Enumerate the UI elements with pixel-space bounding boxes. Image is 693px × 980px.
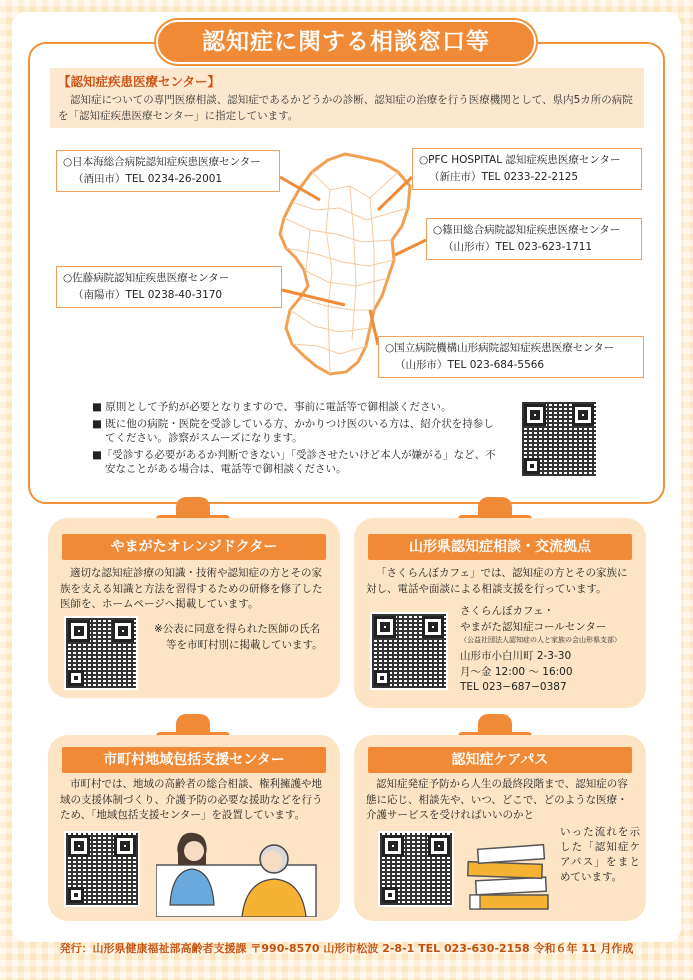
card-note: ※公表に同意を得られた医師の氏名等を市町村別に掲載しています。 — [154, 623, 323, 651]
footer-publisher: 発行：山形県健康福祉部高齢者支援課 〒990-8570 山形市松波 2-8-1 TEL 023-630-2158 令和６年 11 月作成 — [59, 942, 634, 955]
hospital-name: ○佐藤病院認知症疾患医療センター — [63, 272, 230, 284]
card-text: 適切な認知症診療の知識・技術や認知症の方とその家族を支える知識と方法を習得するための研修を修了した医師を、ホームページへ掲載しています。 — [60, 567, 323, 610]
card-text: 認知症発症予防から人生の最終段階まで、認知症の容態に応じ、相談先や、いつ、どこで、どのような医療・介護サービスを受ければいいのかと — [366, 778, 628, 821]
hospital-name: ○篠田総合病院認知症疾患医療センター — [433, 224, 621, 236]
qr-code-icon[interactable] — [64, 831, 140, 907]
hospital-name: ○国立病院機構山形病院認知症疾患医療センター — [385, 342, 615, 354]
hospital-card-sakata — [56, 150, 280, 192]
address: 山形市小白川町 2-3-30 — [460, 650, 572, 662]
note-item: ■ 原則として予約が必要となりますので、事前に電話等で御相談ください。 — [92, 401, 452, 413]
qr-code-icon[interactable] — [520, 400, 598, 478]
card-title: 市町村地域包括支援センター — [62, 747, 326, 773]
hospital-name: ○PFC HOSPITAL 認知症疾患医療センター — [419, 154, 621, 166]
qr-code-icon[interactable] — [378, 831, 454, 907]
center-heading: 【認知症疾患医療センター】 — [58, 74, 221, 89]
phone: TEL 023−687−0387 — [460, 681, 567, 693]
card-text: 市町村では、地域の高齢者の総合相談、権利擁護や地域の支援体制づくり、介護予防の必要な援助などを行うため、「地域包括支援センター」を設置しています。 — [60, 778, 323, 821]
note-item: ■ 既に他の病院・医院を受診している方、かかりつけ医のいる方は、紹介状を持参してください。診察がスムーズになります。 — [92, 417, 494, 444]
center-text: 認知症についての専門医療相談、認知症であるかどうかの診断、認知症の治療を行う医療機関として、県内5カ所の病院を「認知症疾患医療センター」に指定しています。 — [58, 94, 633, 122]
hospital-tel: （南陽市）TEL 0238-40-3170 — [73, 289, 223, 301]
org-name-2: やまがた認知症コールセンター — [460, 620, 607, 633]
card-consult-base — [354, 518, 646, 708]
org-sub: （公益社団法人認知症の人と家族の会山形県支部） — [460, 636, 621, 644]
card-title: やまがたオレンジドクター — [62, 534, 326, 560]
hospital-tel: （山形市）TEL 023-623-1711 — [443, 241, 593, 253]
card-title: 認知症ケアパス — [368, 747, 632, 773]
notes-list — [92, 400, 502, 479]
hospital-tel: （山形市）TEL 023-684-5566 — [395, 359, 545, 371]
hospital-name: ○日本海総合病院認知症疾患医療センター — [63, 156, 261, 168]
books-icon — [464, 839, 554, 915]
org-name-1: さくらんぼカフェ・ — [460, 605, 554, 617]
cafe-info — [460, 604, 644, 696]
qr-code-icon[interactable] — [64, 616, 138, 690]
card-care-path — [354, 735, 646, 921]
qr-code-icon[interactable] — [370, 612, 448, 690]
card-text: 「さくらんぼカフェ」では、認知症の方とその家族に対し、電話や面談による相談支援を行っています。 — [366, 567, 628, 595]
hospital-tel: （酒田市）TEL 0234-26-2001 — [73, 173, 223, 185]
hospital-tel: （新庄市）TEL 0233-22-2125 — [429, 171, 579, 183]
note-item: ■「受診する必要があるか判断できない」「受診させたいけど本人が嫌がる」など、不安なことがある場合は、電話等で御相談ください。 — [92, 448, 496, 475]
consultation-illustration-icon — [156, 825, 326, 917]
hours: 月～金 12:00 ～ 16:00 — [460, 665, 573, 678]
hospital-card-shinoda — [426, 218, 642, 260]
card-text-2: いった流れを示した「認知症ケアパス」をまとめています。 — [560, 826, 640, 883]
card-support-center — [48, 735, 340, 921]
hospital-card-nanyo — [56, 266, 282, 308]
page-title: 認知症に関する相談窓口等 — [156, 20, 536, 64]
hospital-card-yamagata — [378, 336, 644, 378]
card-title: 山形県認知症相談・交流拠点 — [368, 534, 632, 560]
card-orange-doctor — [48, 518, 340, 698]
hospital-card-shinjo — [412, 148, 642, 190]
